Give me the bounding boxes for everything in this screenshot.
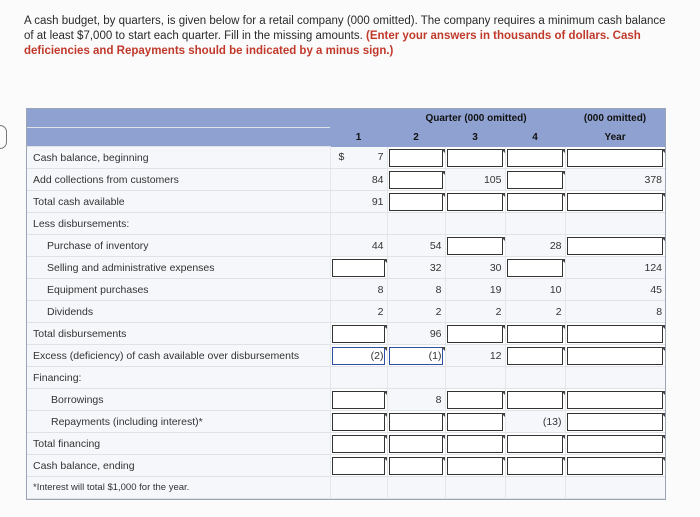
- cell-value: 44: [330, 235, 387, 257]
- cell-value: (13): [505, 411, 565, 433]
- input-cell[interactable]: [445, 191, 505, 213]
- input-cell[interactable]: [387, 433, 445, 455]
- input-cell[interactable]: [565, 235, 665, 257]
- cell-value: 19: [445, 279, 505, 301]
- input-cell[interactable]: [387, 169, 445, 191]
- row-label: Equipment purchases: [27, 279, 330, 301]
- row-dividends: [27, 301, 665, 323]
- cell-value: 45: [565, 279, 665, 301]
- header-blank: [27, 109, 330, 128]
- expand-handle[interactable]: [0, 125, 7, 149]
- cell-value: 28: [505, 235, 565, 257]
- row-total-cash: [27, 191, 665, 213]
- input-cell[interactable]: [565, 455, 665, 477]
- row-purchase-inventory: [27, 235, 665, 257]
- cell-value: 2: [330, 301, 387, 323]
- footnote: *Interest will total $1,000 for the year.: [27, 477, 330, 499]
- cell-value: 8: [387, 389, 445, 411]
- cell-value: 8: [330, 279, 387, 301]
- input-cell[interactable]: [445, 323, 505, 345]
- input-cell[interactable]: [505, 345, 565, 367]
- input-cell[interactable]: [330, 411, 387, 433]
- row-label: Total disbursements: [27, 323, 330, 345]
- cell-value: 2: [387, 301, 445, 323]
- input-cell[interactable]: [565, 345, 665, 367]
- row-excess-deficiency: [27, 345, 665, 367]
- input-cell[interactable]: [505, 323, 565, 345]
- row-label: Excess (deficiency) of cash available over disbursements: [27, 345, 330, 367]
- row-less-disbursements: [27, 213, 665, 235]
- input-cell[interactable]: [445, 235, 505, 257]
- input-cell[interactable]: [445, 389, 505, 411]
- input-cell[interactable]: [565, 191, 665, 213]
- row-label: Add collections from customers: [27, 169, 330, 191]
- row-financing: [27, 367, 665, 389]
- input-cell[interactable]: (2): [330, 345, 387, 367]
- input-cell[interactable]: [505, 389, 565, 411]
- input-cell[interactable]: [565, 389, 665, 411]
- cell-value: 32: [387, 257, 445, 279]
- input-cell[interactable]: [445, 411, 505, 433]
- col-q2: 2: [387, 128, 445, 147]
- input-cell[interactable]: [505, 191, 565, 213]
- row-cash-beginning: [27, 147, 665, 169]
- row-label: Dividends: [27, 301, 330, 323]
- row-label: Cash balance, beginning: [27, 147, 330, 169]
- instructions-text: A cash budget, by quarters, is given below for a retail company (000 omitted). The company requires a minimum cash balance of at least $7,000 to start each quarter. Fill in the missing amounts.: [24, 15, 666, 42]
- row-label: Repayments (including interest)*: [27, 411, 330, 433]
- input-cell[interactable]: [565, 433, 665, 455]
- cell-value: 12: [445, 345, 505, 367]
- row-borrowings: [27, 389, 665, 411]
- row-label: Selling and administrative expenses: [27, 257, 330, 279]
- row-equipment: [27, 279, 665, 301]
- row-footnote: [27, 477, 665, 499]
- input-cell[interactable]: [387, 455, 445, 477]
- cell-value: 378: [565, 169, 665, 191]
- cell-value: 124: [565, 257, 665, 279]
- col-q1: 1: [330, 128, 387, 147]
- row-label: Cash balance, ending: [27, 455, 330, 477]
- cell-value: 8: [387, 279, 445, 301]
- row-label: Borrowings: [27, 389, 330, 411]
- cell-value: 7: [377, 151, 384, 164]
- cell-value: 8: [565, 301, 665, 323]
- cell-value: 10: [505, 279, 565, 301]
- cell-value: 54: [387, 235, 445, 257]
- input-cell[interactable]: [565, 323, 665, 345]
- input-cell[interactable]: [330, 389, 387, 411]
- input-cell[interactable]: [387, 147, 445, 169]
- input-cell[interactable]: [505, 169, 565, 191]
- row-selling-admin: [27, 257, 665, 279]
- input-cell[interactable]: [505, 147, 565, 169]
- input-cell[interactable]: (1): [387, 345, 445, 367]
- row-label: Financing:: [27, 367, 330, 389]
- row-label: Purchase of inventory: [27, 235, 330, 257]
- row-label: Total cash available: [27, 191, 330, 213]
- input-cell[interactable]: [445, 147, 505, 169]
- row-cash-ending: [27, 455, 665, 477]
- dollar-sign: $: [338, 151, 345, 164]
- cell-value: 91: [330, 191, 387, 213]
- instructions: [24, 14, 674, 59]
- row-total-disbursements: [27, 323, 665, 345]
- input-cell[interactable]: [387, 191, 445, 213]
- input-cell[interactable]: [330, 257, 387, 279]
- input-cell[interactable]: [565, 411, 665, 433]
- cell-value: 2: [445, 301, 505, 323]
- input-cell[interactable]: [330, 455, 387, 477]
- input-cell[interactable]: [565, 147, 665, 169]
- row-collections: [27, 169, 665, 191]
- row-total-financing: [27, 433, 665, 455]
- cell-value: 105: [445, 169, 505, 191]
- input-cell[interactable]: [505, 455, 565, 477]
- input-cell[interactable]: [330, 323, 387, 345]
- input-cell[interactable]: [505, 257, 565, 279]
- cell-value: 84: [330, 169, 387, 191]
- input-cell[interactable]: [330, 433, 387, 455]
- col-q4: 4: [505, 128, 565, 147]
- cash-budget-table: [26, 108, 666, 500]
- row-repayments: [27, 411, 665, 433]
- cell-value: 96: [387, 323, 445, 345]
- cell-value: 2: [505, 301, 565, 323]
- cell-value: 30: [445, 257, 505, 279]
- input-cell[interactable]: [445, 433, 505, 455]
- row-label: Total financing: [27, 433, 330, 455]
- year-title: (000 omitted): [565, 109, 665, 128]
- input-cell[interactable]: [505, 433, 565, 455]
- input-cell[interactable]: [387, 411, 445, 433]
- quarter-title: Quarter (000 omitted): [387, 109, 565, 128]
- col-q3: 3: [445, 128, 505, 147]
- row-label: Less disbursements:: [27, 213, 330, 235]
- col-year: Year: [565, 128, 665, 147]
- input-cell[interactable]: [445, 455, 505, 477]
- instructions-bold: (Enter your answers in thousands of dollars. Cash deficiencies and Repayments should be indicated by a minus sign.): [24, 30, 641, 57]
